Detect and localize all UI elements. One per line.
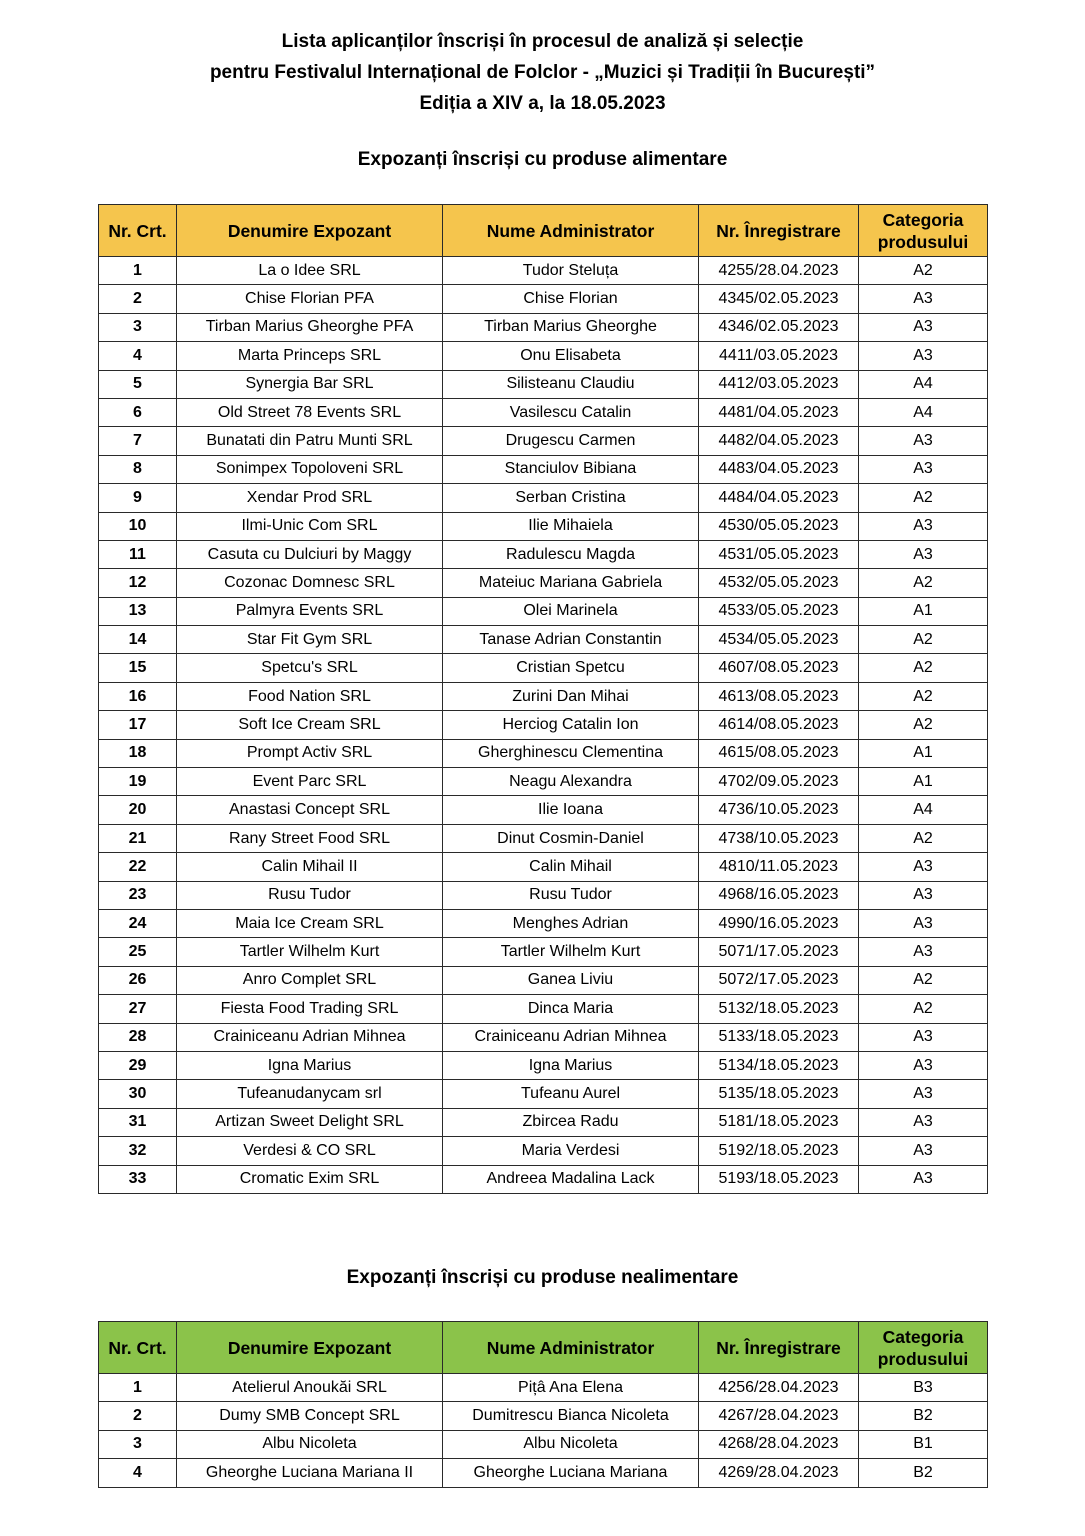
row-administrator-cell: Gherghinescu Clementina: [443, 739, 699, 767]
table-row: [99, 626, 988, 654]
row-category-cell: A3: [859, 313, 988, 341]
row-exhibitor-cell: Anastasi Concept SRL: [177, 796, 443, 824]
header-category: [859, 1322, 988, 1374]
row-administrator-cell: Calin Mihail: [443, 853, 699, 881]
row-category-cell: A3: [859, 512, 988, 540]
row-nr-cell: 3: [99, 313, 177, 341]
nonfood-exhibitors-table: [98, 1321, 988, 1488]
row-category-cell: A3: [859, 1165, 988, 1193]
row-exhibitor-cell: Soft Ice Cream SRL: [177, 711, 443, 739]
table-row: [99, 824, 988, 852]
header-administrator: Nume Administrator: [443, 205, 699, 257]
row-category-cell: A3: [859, 1023, 988, 1051]
row-administrator-cell: Mateiuc Mariana Gabriela: [443, 569, 699, 597]
row-registration-cell: 4736/10.05.2023: [699, 796, 859, 824]
row-exhibitor-cell: Verdesi & CO SRL: [177, 1137, 443, 1165]
header-category-line-1: Categoria: [882, 1326, 964, 1347]
row-administrator-cell: Serban Cristina: [443, 484, 699, 512]
row-category-cell: A1: [859, 739, 988, 767]
row-nr-cell: 17: [99, 711, 177, 739]
row-exhibitor-cell: Synergia Bar SRL: [177, 370, 443, 398]
row-category-cell: A3: [859, 1080, 988, 1108]
row-registration-cell: 4256/28.04.2023: [699, 1374, 859, 1402]
table-row: [99, 909, 988, 937]
row-registration-cell: 5134/18.05.2023: [699, 1051, 859, 1079]
row-category-cell: A2: [859, 626, 988, 654]
row-exhibitor-cell: Event Parc SRL: [177, 768, 443, 796]
table-row: [99, 796, 988, 824]
row-administrator-cell: Cristian Spetcu: [443, 654, 699, 682]
row-registration-cell: 4533/05.05.2023: [699, 597, 859, 625]
row-category-cell: A3: [859, 285, 988, 313]
row-category-cell: B2: [859, 1402, 988, 1430]
row-category-cell: A3: [859, 1137, 988, 1165]
row-nr-cell: 4: [99, 1459, 177, 1487]
row-exhibitor-cell: Fiesta Food Trading SRL: [177, 995, 443, 1023]
row-nr-cell: 2: [99, 1402, 177, 1430]
row-administrator-cell: Ilie Mihaiela: [443, 512, 699, 540]
table-row: [99, 768, 988, 796]
row-category-cell: A3: [859, 909, 988, 937]
header-exhibitor: Denumire Expozant: [177, 1322, 443, 1374]
row-registration-cell: 4269/28.04.2023: [699, 1459, 859, 1487]
row-administrator-cell: Neagu Alexandra: [443, 768, 699, 796]
row-category-cell: A1: [859, 768, 988, 796]
row-nr-cell: 27: [99, 995, 177, 1023]
row-nr-cell: 8: [99, 455, 177, 483]
row-exhibitor-cell: Igna Marius: [177, 1051, 443, 1079]
row-nr-cell: 1: [99, 1374, 177, 1402]
row-category-cell: A4: [859, 796, 988, 824]
table-row: [99, 1459, 988, 1487]
table-row: [99, 342, 988, 370]
food-table-body: [99, 257, 988, 1194]
row-exhibitor-cell: Spetcu's SRL: [177, 654, 443, 682]
row-nr-cell: 32: [99, 1137, 177, 1165]
row-nr-cell: 24: [99, 909, 177, 937]
row-registration-cell: 4268/28.04.2023: [699, 1430, 859, 1458]
row-administrator-cell: Ilie Ioana: [443, 796, 699, 824]
header-category: [859, 205, 988, 257]
row-exhibitor-cell: Anro Complet SRL: [177, 966, 443, 994]
row-registration-cell: 4810/11.05.2023: [699, 853, 859, 881]
row-exhibitor-cell: Dumy SMB Concept SRL: [177, 1402, 443, 1430]
row-category-cell: A3: [859, 342, 988, 370]
row-registration-cell: 4532/05.05.2023: [699, 569, 859, 597]
row-category-cell: A4: [859, 370, 988, 398]
row-administrator-cell: Gheorghe Luciana Mariana: [443, 1459, 699, 1487]
table-header-row: [99, 205, 988, 257]
table-row: [99, 853, 988, 881]
row-category-cell: A2: [859, 257, 988, 285]
food-exhibitors-table: [98, 204, 988, 1194]
table-row: [99, 1430, 988, 1458]
header-registration: Nr. Înregistrare: [699, 1322, 859, 1374]
row-registration-cell: 4534/05.05.2023: [699, 626, 859, 654]
row-exhibitor-cell: Crainiceanu Adrian Mihnea: [177, 1023, 443, 1051]
table-row: [99, 1108, 988, 1136]
row-category-cell: A3: [859, 427, 988, 455]
row-administrator-cell: Onu Elisabeta: [443, 342, 699, 370]
row-exhibitor-cell: Rany Street Food SRL: [177, 824, 443, 852]
table-row: [99, 455, 988, 483]
row-registration-cell: 4481/04.05.2023: [699, 398, 859, 426]
row-administrator-cell: Silisteanu Claudiu: [443, 370, 699, 398]
row-exhibitor-cell: Tirban Marius Gheorghe PFA: [177, 313, 443, 341]
row-exhibitor-cell: Calin Mihail II: [177, 853, 443, 881]
table-row: [99, 682, 988, 710]
row-nr-cell: 29: [99, 1051, 177, 1079]
row-exhibitor-cell: Bunatati din Patru Munti SRL: [177, 427, 443, 455]
row-nr-cell: 26: [99, 966, 177, 994]
nonfood-table-body: [99, 1374, 988, 1488]
row-registration-cell: 4255/28.04.2023: [699, 257, 859, 285]
row-category-cell: A1: [859, 597, 988, 625]
row-administrator-cell: Menghes Adrian: [443, 909, 699, 937]
row-category-cell: A3: [859, 1051, 988, 1079]
row-administrator-cell: Tirban Marius Gheorghe: [443, 313, 699, 341]
row-category-cell: A2: [859, 966, 988, 994]
row-administrator-cell: Rusu Tudor: [443, 881, 699, 909]
row-category-cell: A3: [859, 938, 988, 966]
row-administrator-cell: Olei Marinela: [443, 597, 699, 625]
row-registration-cell: 5181/18.05.2023: [699, 1108, 859, 1136]
row-nr-cell: 6: [99, 398, 177, 426]
table-row: [99, 427, 988, 455]
table-row: [99, 398, 988, 426]
row-registration-cell: 4614/08.05.2023: [699, 711, 859, 739]
table-row: [99, 484, 988, 512]
row-administrator-cell: Radulescu Magda: [443, 540, 699, 568]
row-registration-cell: 4615/08.05.2023: [699, 739, 859, 767]
row-category-cell: A3: [859, 1108, 988, 1136]
row-category-cell: A2: [859, 711, 988, 739]
row-exhibitor-cell: Cozonac Domnesc SRL: [177, 569, 443, 597]
row-registration-cell: 4411/03.05.2023: [699, 342, 859, 370]
row-nr-cell: 9: [99, 484, 177, 512]
header-category-line-1: Categoria: [882, 209, 964, 230]
row-category-cell: A3: [859, 853, 988, 881]
row-category-cell: B1: [859, 1430, 988, 1458]
table-row: [99, 1137, 988, 1165]
row-administrator-cell: Dinca Maria: [443, 995, 699, 1023]
row-administrator-cell: Tudor Steluța: [443, 257, 699, 285]
row-exhibitor-cell: Food Nation SRL: [177, 682, 443, 710]
document-title-line-2: pentru Festivalul Internațional de Folclor - „Muzici și Tradiții în București”: [209, 62, 876, 83]
row-nr-cell: 22: [99, 853, 177, 881]
row-nr-cell: 33: [99, 1165, 177, 1193]
row-category-cell: A3: [859, 540, 988, 568]
table-row: [99, 995, 988, 1023]
row-category-cell: A4: [859, 398, 988, 426]
row-exhibitor-cell: Star Fit Gym SRL: [177, 626, 443, 654]
row-administrator-cell: Tufeanu Aurel: [443, 1080, 699, 1108]
table-row: [99, 1402, 988, 1430]
row-nr-cell: 18: [99, 739, 177, 767]
row-category-cell: A3: [859, 455, 988, 483]
row-nr-cell: 13: [99, 597, 177, 625]
row-category-cell: B3: [859, 1374, 988, 1402]
row-registration-cell: 4484/04.05.2023: [699, 484, 859, 512]
row-nr-cell: 25: [99, 938, 177, 966]
row-administrator-cell: Zbircea Radu: [443, 1108, 699, 1136]
row-category-cell: B2: [859, 1459, 988, 1487]
row-nr-cell: 20: [99, 796, 177, 824]
row-exhibitor-cell: La o Idee SRL: [177, 257, 443, 285]
row-administrator-cell: Chise Florian: [443, 285, 699, 313]
row-nr-cell: 14: [99, 626, 177, 654]
row-nr-cell: 2: [99, 285, 177, 313]
row-registration-cell: 5071/17.05.2023: [699, 938, 859, 966]
row-category-cell: A2: [859, 654, 988, 682]
row-category-cell: A2: [859, 824, 988, 852]
header-category-line-2: produsului: [877, 1348, 969, 1369]
row-administrator-cell: Zurini Dan Mihai: [443, 682, 699, 710]
row-exhibitor-cell: Old Street 78 Events SRL: [177, 398, 443, 426]
row-category-cell: A2: [859, 682, 988, 710]
row-category-cell: A2: [859, 484, 988, 512]
table-row: [99, 1165, 988, 1193]
row-administrator-cell: Herciog Catalin Ion: [443, 711, 699, 739]
table-row: [99, 739, 988, 767]
row-registration-cell: 4968/16.05.2023: [699, 881, 859, 909]
table-row: [99, 569, 988, 597]
row-registration-cell: 5192/18.05.2023: [699, 1137, 859, 1165]
header-nr: Nr. Crt.: [99, 205, 177, 257]
row-category-cell: A2: [859, 569, 988, 597]
food-section-title: Expozanți înscriși cu produse alimentare: [357, 149, 728, 170]
row-registration-cell: 4412/03.05.2023: [699, 370, 859, 398]
row-category-cell: A2: [859, 995, 988, 1023]
row-registration-cell: 5193/18.05.2023: [699, 1165, 859, 1193]
table-row: [99, 512, 988, 540]
document-title: [0, 26, 1085, 119]
row-nr-cell: 5: [99, 370, 177, 398]
row-exhibitor-cell: Cromatic Exim SRL: [177, 1165, 443, 1193]
row-administrator-cell: Maria Verdesi: [443, 1137, 699, 1165]
row-nr-cell: 4: [99, 342, 177, 370]
row-nr-cell: 1: [99, 257, 177, 285]
row-exhibitor-cell: Tartler Wilhelm Kurt: [177, 938, 443, 966]
table-row: [99, 966, 988, 994]
row-administrator-cell: Stanciulov Bibiana: [443, 455, 699, 483]
row-exhibitor-cell: Xendar Prod SRL: [177, 484, 443, 512]
table-row: [99, 257, 988, 285]
row-exhibitor-cell: Atelierul Anoukăi SRL: [177, 1374, 443, 1402]
table-header-row: [99, 1322, 988, 1374]
row-registration-cell: 4345/02.05.2023: [699, 285, 859, 313]
row-administrator-cell: Vasilescu Catalin: [443, 398, 699, 426]
row-registration-cell: 4530/05.05.2023: [699, 512, 859, 540]
row-registration-cell: 5133/18.05.2023: [699, 1023, 859, 1051]
row-registration-cell: 4613/08.05.2023: [699, 682, 859, 710]
row-exhibitor-cell: Palmyra Events SRL: [177, 597, 443, 625]
table-row: [99, 881, 988, 909]
document-title-line-3: Ediția a XIV a, la 18.05.2023: [419, 93, 666, 114]
row-nr-cell: 3: [99, 1430, 177, 1458]
table-row: [99, 1023, 988, 1051]
row-administrator-cell: Albu Nicoleta: [443, 1430, 699, 1458]
nonfood-section-title: Expozanți înscriși cu produse nealimentare: [346, 1267, 739, 1288]
table-row: [99, 1374, 988, 1402]
header-nr: Nr. Crt.: [99, 1322, 177, 1374]
row-administrator-cell: Andreea Madalina Lack: [443, 1165, 699, 1193]
row-administrator-cell: Dumitrescu Bianca Nicoleta: [443, 1402, 699, 1430]
table-row: [99, 540, 988, 568]
table-row: [99, 1051, 988, 1079]
row-nr-cell: 30: [99, 1080, 177, 1108]
row-registration-cell: 5072/17.05.2023: [699, 966, 859, 994]
row-exhibitor-cell: Maia Ice Cream SRL: [177, 909, 443, 937]
row-nr-cell: 19: [99, 768, 177, 796]
table-row: [99, 370, 988, 398]
row-administrator-cell: Drugescu Carmen: [443, 427, 699, 455]
row-administrator-cell: Pițâ Ana Elena: [443, 1374, 699, 1402]
row-registration-cell: 4607/08.05.2023: [699, 654, 859, 682]
table-row: [99, 938, 988, 966]
table-row: [99, 285, 988, 313]
row-exhibitor-cell: Chise Florian PFA: [177, 285, 443, 313]
row-registration-cell: 5132/18.05.2023: [699, 995, 859, 1023]
row-exhibitor-cell: Tufeanudanycam srl: [177, 1080, 443, 1108]
row-exhibitor-cell: Casuta cu Dulciuri by Maggy: [177, 540, 443, 568]
row-exhibitor-cell: Gheorghe Luciana Mariana II: [177, 1459, 443, 1487]
row-exhibitor-cell: Artizan Sweet Delight SRL: [177, 1108, 443, 1136]
row-nr-cell: 11: [99, 540, 177, 568]
row-registration-cell: 4990/16.05.2023: [699, 909, 859, 937]
row-registration-cell: 4267/28.04.2023: [699, 1402, 859, 1430]
row-administrator-cell: Crainiceanu Adrian Mihnea: [443, 1023, 699, 1051]
row-nr-cell: 12: [99, 569, 177, 597]
row-exhibitor-cell: Albu Nicoleta: [177, 1430, 443, 1458]
row-nr-cell: 7: [99, 427, 177, 455]
row-administrator-cell: Tanase Adrian Constantin: [443, 626, 699, 654]
row-administrator-cell: Igna Marius: [443, 1051, 699, 1079]
row-administrator-cell: Ganea Liviu: [443, 966, 699, 994]
table-row: [99, 654, 988, 682]
row-nr-cell: 10: [99, 512, 177, 540]
row-category-cell: A3: [859, 881, 988, 909]
row-registration-cell: 4531/05.05.2023: [699, 540, 859, 568]
row-registration-cell: 4482/04.05.2023: [699, 427, 859, 455]
row-exhibitor-cell: Prompt Activ SRL: [177, 739, 443, 767]
row-administrator-cell: Tartler Wilhelm Kurt: [443, 938, 699, 966]
row-exhibitor-cell: Sonimpex Topoloveni SRL: [177, 455, 443, 483]
row-nr-cell: 15: [99, 654, 177, 682]
header-category-line-2: produsului: [877, 231, 969, 252]
row-administrator-cell: Dinut Cosmin-Daniel: [443, 824, 699, 852]
row-exhibitor-cell: Ilmi-Unic Com SRL: [177, 512, 443, 540]
row-nr-cell: 31: [99, 1108, 177, 1136]
row-registration-cell: 4738/10.05.2023: [699, 824, 859, 852]
row-exhibitor-cell: Marta Princeps SRL: [177, 342, 443, 370]
row-nr-cell: 21: [99, 824, 177, 852]
header-administrator: Nume Administrator: [443, 1322, 699, 1374]
document-title-line-1: Lista aplicanților înscriși în procesul de analiză și selecție: [281, 31, 804, 52]
row-exhibitor-cell: Rusu Tudor: [177, 881, 443, 909]
row-registration-cell: 4346/02.05.2023: [699, 313, 859, 341]
table-row: [99, 711, 988, 739]
table-row: [99, 597, 988, 625]
row-registration-cell: 5135/18.05.2023: [699, 1080, 859, 1108]
row-registration-cell: 4702/09.05.2023: [699, 768, 859, 796]
row-registration-cell: 4483/04.05.2023: [699, 455, 859, 483]
table-row: [99, 1080, 988, 1108]
row-nr-cell: 16: [99, 682, 177, 710]
row-nr-cell: 28: [99, 1023, 177, 1051]
header-registration: Nr. Înregistrare: [699, 205, 859, 257]
row-nr-cell: 23: [99, 881, 177, 909]
table-row: [99, 313, 988, 341]
header-exhibitor: Denumire Expozant: [177, 205, 443, 257]
